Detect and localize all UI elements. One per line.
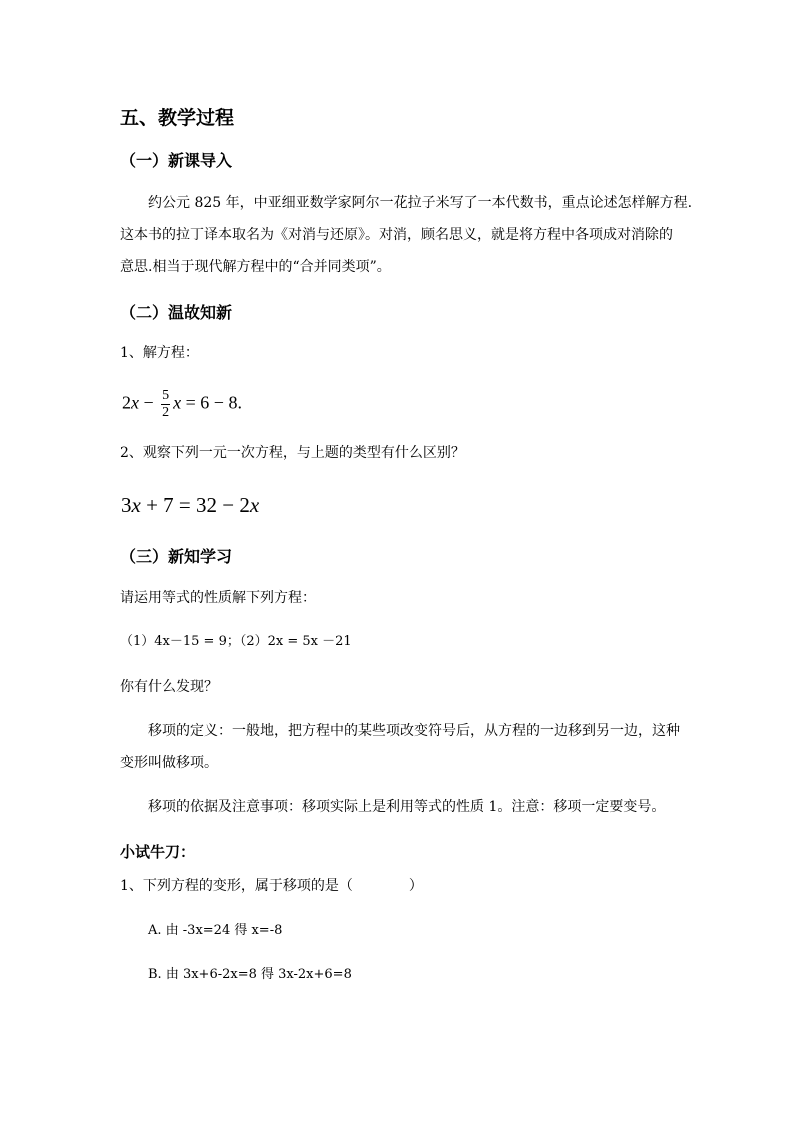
option-a: A. 由 -3x=24 得 x=-8 bbox=[148, 923, 283, 938]
practice-question-1: 1、下列方程的变形，属于移项的是（ ） bbox=[120, 878, 423, 894]
definition-line: 移项的定义：一般地，把方程中的某些项改变符号后，从方程的一边移到另一边，这种 bbox=[148, 723, 680, 739]
eq1-var: x bbox=[173, 392, 182, 413]
question-1: 1、解方程： bbox=[120, 345, 199, 361]
definition-line: 变形叫做移项。 bbox=[120, 755, 218, 771]
basis-line: 移项的依据及注意事项：移项实际上是利用等式的性质 1。注意：移项一定要变号。 bbox=[148, 799, 666, 815]
subheading-review: （二）温故知新 bbox=[120, 303, 233, 322]
eq1-rhs: = 6 − 8. bbox=[185, 392, 242, 413]
subheading-practice: 小试牛刀： bbox=[120, 843, 196, 861]
section-title: 五、教学过程 bbox=[120, 107, 235, 129]
eq1-minus: − bbox=[143, 392, 154, 413]
subheading-new-lesson: （一）新课导入 bbox=[120, 151, 233, 170]
eq1-var: x bbox=[131, 392, 139, 413]
eq1-fraction bbox=[161, 388, 170, 421]
practice-equations: （1）4x－15 = 9；（2）2x = 5x －21 bbox=[120, 634, 352, 649]
fraction-denominator: 2 bbox=[162, 405, 170, 420]
eq2-part: + 7 = 32 − 2 bbox=[140, 493, 250, 517]
option-b: B. 由 3x+6-2x=8 得 3x-2x+6=8 bbox=[148, 967, 352, 982]
equation-2 bbox=[121, 492, 259, 518]
eq2-part: 3 bbox=[121, 493, 132, 517]
paragraph-line: 意思.相当于现代解方程中的“合并同类项”。 bbox=[120, 259, 391, 275]
question-2: 2、观察下列一元一次方程，与上题的类型有什么区别？ bbox=[120, 445, 465, 461]
eq2-var: x bbox=[249, 493, 260, 517]
fraction-numerator: 5 bbox=[162, 388, 170, 403]
paragraph-line: 约公元 825 年，中亚细亚数学家阿尔一花拉子米写了一本代数书，重点论述怎样解方程. bbox=[148, 195, 693, 211]
eq1-coef: 2 bbox=[122, 392, 131, 413]
prompt-text: 请运用等式的性质解下列方程： bbox=[120, 590, 316, 606]
eq2-var: x bbox=[131, 493, 141, 517]
equation-1 bbox=[122, 388, 242, 421]
discovery-question: 你有什么发现？ bbox=[120, 679, 218, 695]
subheading-new-knowledge: （三）新知学习 bbox=[120, 547, 233, 566]
paragraph-line: 这本书的拉丁译本取名为《对消与还原》。对消，顾名思义，就是将方程中各项成对消除的 bbox=[120, 227, 673, 243]
